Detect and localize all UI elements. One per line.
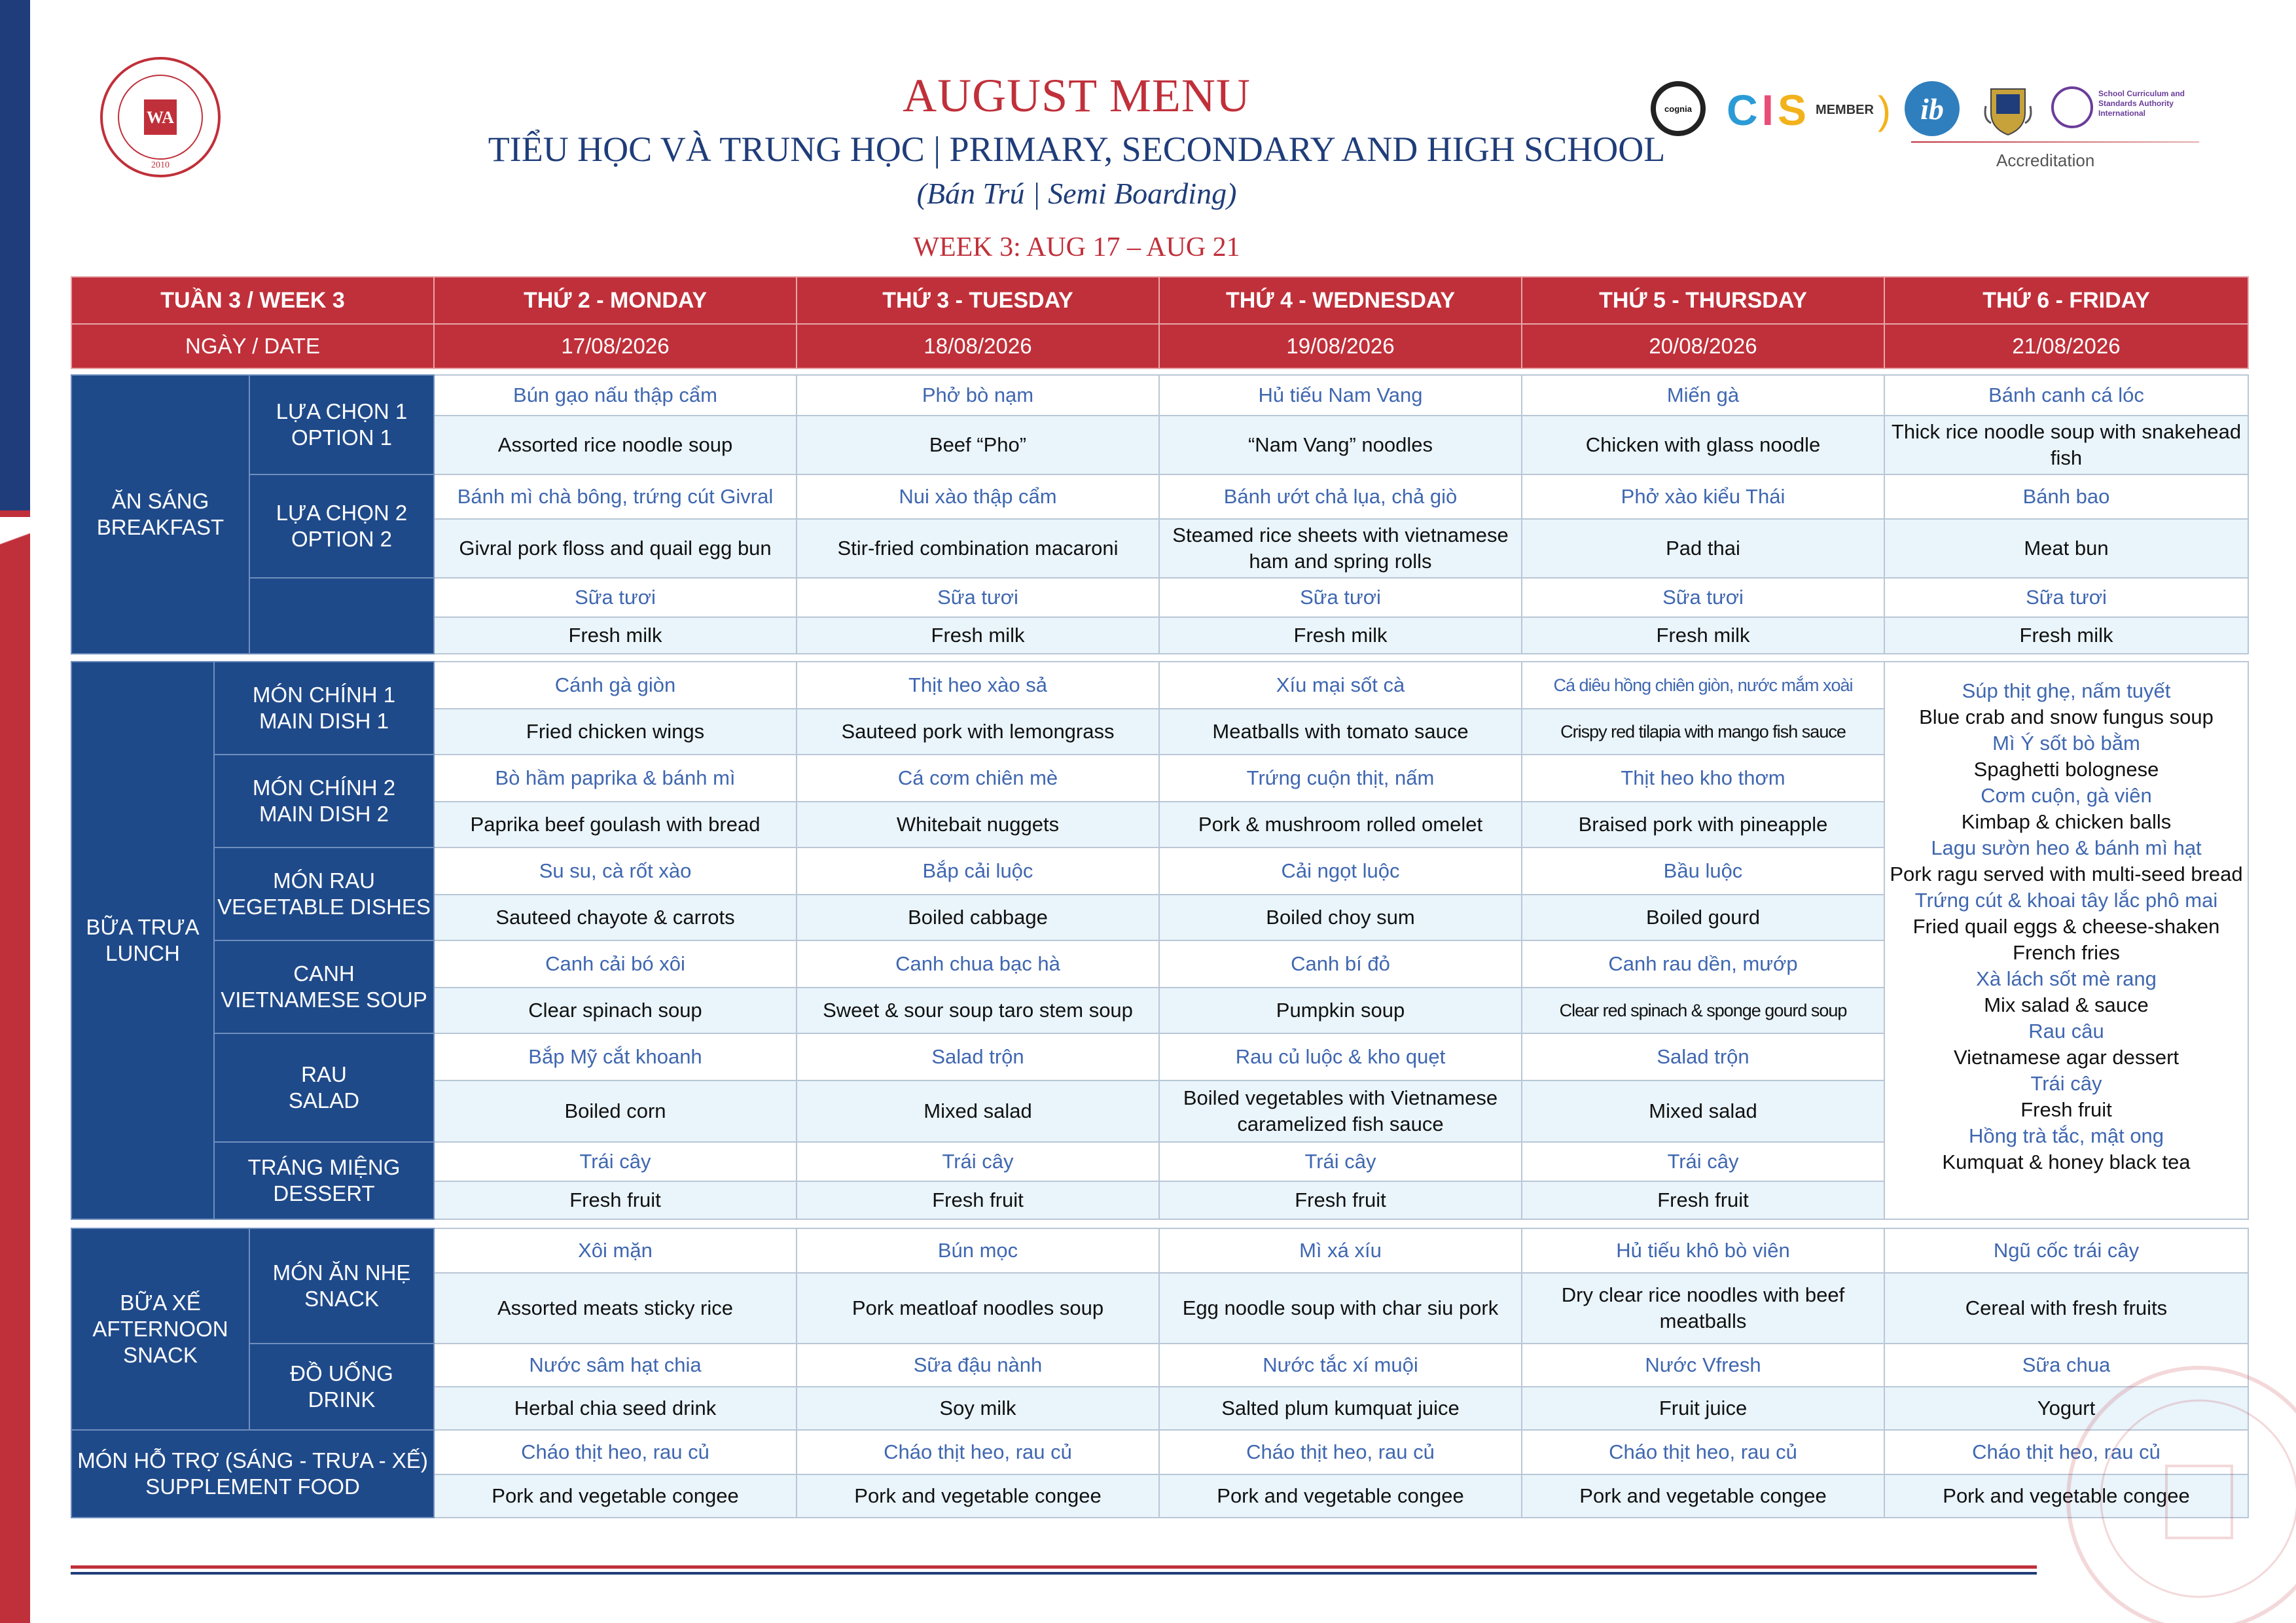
breakfast-label: ĂN SÁNG BREAKFAST (71, 375, 249, 654)
supplement-vn-thu: Cháo thịt heo, rau củ (1522, 1430, 1884, 1474)
stripe-blue (0, 0, 30, 510)
drink-en-thu: Fruit juice (1522, 1387, 1884, 1430)
breakfast-milk-vn-thu: Sữa tươi (1522, 578, 1884, 617)
lunch-main2-vn-wed: Trứng cuộn thịt, nấm (1159, 755, 1522, 802)
lunch-soup-en-wed: Pumpkin soup (1159, 988, 1522, 1033)
drink-en-mon: Herbal chia seed drink (434, 1387, 797, 1430)
seal-year: 2010 (151, 160, 170, 170)
drink-vn-mon: Nước sâm hạt chia (434, 1344, 797, 1387)
snack-vn-wed: Mì xá xíu (1159, 1228, 1522, 1273)
friday-item-3-vn: Cơm cuộn, gà viên (1981, 784, 2152, 807)
friday-item-1-en: Blue crab and snow fungus soup (1919, 705, 2214, 728)
ib-logo: ib (1905, 81, 1960, 136)
date-monday: 17/08/2026 (434, 324, 797, 368)
breakfast-opt2-en-thu: Pad thai (1522, 519, 1884, 578)
lunch-soup-vn-wed: Canh bí đỏ (1159, 940, 1522, 988)
lunch-veg-en-tue: Boiled cabbage (797, 895, 1159, 940)
snack-vn-fri: Ngũ cốc trái cây (1884, 1228, 2248, 1273)
seal-monogram: WA (147, 108, 174, 127)
day-header-tuesday: THỨ 3 - TUESDAY (797, 277, 1159, 324)
friday-item-6-en: Mix salad & sauce (1984, 993, 2149, 1016)
lunch-main1-vn-wed: Xíu mại sốt cà (1159, 662, 1522, 709)
lunch-veg-en-wed: Boiled choy sum (1159, 895, 1522, 940)
lunch-dessert-en-thu: Fresh fruit (1522, 1181, 1884, 1219)
breakfast-milk-en-thu: Fresh milk (1522, 617, 1884, 654)
accreditation-label: Accreditation (1996, 151, 2095, 170)
stripe-red (0, 510, 30, 1623)
lunch-dessert-en-wed: Fresh fruit (1159, 1181, 1522, 1219)
drink-vn-thu: Nước Vfresh (1522, 1344, 1884, 1387)
friday-item-9-vn: Hồng trà tắc, mật ong (1968, 1124, 2164, 1147)
breakfast-opt2-vn-thu: Phở xào kiểu Thái (1522, 474, 1884, 519)
lunch-main1-en-thu: Crispy red tilapia with mango fish sauce (1522, 709, 1884, 755)
week-range: WEEK 3: AUG 17 – AUG 21 (913, 232, 1240, 262)
friday-item-9-en: Kumquat & honey black tea (1942, 1150, 2191, 1173)
page-header (458, 65, 1695, 267)
lunch-soup-label: CANH VIETNAMESE SOUP (214, 940, 434, 1033)
lunch-salad-vn-tue: Salad trộn (797, 1033, 1159, 1080)
school-seal-logo (98, 55, 223, 179)
lunch-main2-vn-mon: Bò hầm paprika & bánh mì (434, 755, 797, 802)
supplement-vn-tue: Cháo thịt heo, rau củ (797, 1430, 1159, 1474)
snack-label: BỮA XẾ AFTERNOON SNACK (71, 1228, 249, 1430)
supplement-en-tue: Pork and vegetable congee (797, 1474, 1159, 1518)
friday-item-4-en: Pork ragu served with multi-seed bread (1890, 863, 2243, 885)
lunch-veg-vn-mon: Su su, cà rốt xào (434, 847, 797, 895)
cognia-logo: cognia (1651, 81, 1706, 136)
snack-en-mon: Assorted meats sticky rice (434, 1273, 797, 1344)
friday-item-1-vn: Súp thịt ghẹ, nấm tuyết (1962, 679, 2171, 702)
friday-item-5-vn: Trứng cút & khoai tây lắc phô mai (1914, 889, 2218, 912)
footer-rule-red (71, 1565, 2037, 1569)
date-friday: 21/08/2026 (1884, 324, 2248, 368)
lunch-main2-vn-tue: Cá cơm chiên mè (797, 755, 1159, 802)
lunch-main1-vn-tue: Thịt heo xào sả (797, 662, 1159, 709)
supplement-en-fri: Pork and vegetable congee (1884, 1474, 2248, 1518)
supplement-label: MÓN HỖ TRỢ (SÁNG - TRƯA - XẾ) SUPPLEMENT FOOD (71, 1430, 434, 1518)
page-title: AUGUST MENU (903, 69, 1251, 122)
lunch-friday-menu (1884, 662, 2248, 1219)
lunch-salad-vn-thu: Salad trộn (1522, 1033, 1884, 1080)
supplement-vn-mon: Cháo thịt heo, rau củ (434, 1430, 797, 1474)
lunch-soup-en-mon: Clear spinach soup (434, 988, 797, 1033)
lunch-dessert-en-tue: Fresh fruit (797, 1181, 1159, 1219)
breakfast-opt1-vn-thu: Miến gà (1522, 375, 1884, 416)
breakfast-milk-en-wed: Fresh milk (1159, 617, 1522, 654)
breakfast-opt1-en-tue: Beef “Pho” (797, 416, 1159, 474)
snack-en-fri: Cereal with fresh fruits (1884, 1273, 2248, 1344)
lunch-veg-en-thu: Boiled gourd (1522, 895, 1884, 940)
drink-en-wed: Salted plum kumquat juice (1159, 1387, 1522, 1430)
snack-item-label: MÓN ĂN NHẸ SNACK (249, 1228, 434, 1344)
lunch-main1-label: MÓN CHÍNH 1 MAIN DISH 1 (214, 662, 434, 755)
lunch-main2-label: MÓN CHÍNH 2 MAIN DISH 2 (214, 755, 434, 847)
lunch-salad-vn-mon: Bắp Mỹ cắt khoanh (434, 1033, 797, 1080)
date-tuesday: 18/08/2026 (797, 324, 1159, 368)
cis-member-logo: C I S MEMBER ) (1727, 86, 1891, 134)
breakfast-opt1-en-mon: Assorted rice noodle soup (434, 416, 797, 474)
breakfast-opt2-en-tue: Stir-fried combination macaroni (797, 519, 1159, 578)
lunch-soup-vn-thu: Canh rau dền, mướp (1522, 940, 1884, 988)
lunch-soup-en-thu: Clear red spinach & sponge gourd soup (1522, 988, 1884, 1033)
lunch-dessert-vn-mon: Trái cây (434, 1142, 797, 1181)
date-label: NGÀY / DATE (71, 324, 434, 368)
snack-en-thu: Dry clear rice noodles with beef meatballs (1522, 1273, 1884, 1344)
breakfast-milk-vn-tue: Sữa tươi (797, 578, 1159, 617)
breakfast-milk-vn-wed: Sữa tươi (1159, 578, 1522, 617)
drink-label: ĐỒ UỐNG DRINK (249, 1344, 434, 1430)
lunch-salad-en-thu: Mixed salad (1522, 1080, 1884, 1142)
lunch-main1-en-mon: Fried chicken wings (434, 709, 797, 755)
supplement-en-wed: Pork and vegetable congee (1159, 1474, 1522, 1518)
lunch-main2-en-wed: Pork & mushroom rolled omelet (1159, 802, 1522, 847)
breakfast-milk-en-mon: Fresh milk (434, 617, 797, 654)
breakfast-option2-label: LỰA CHỌN 2 OPTION 2 (249, 474, 434, 578)
breakfast-opt1-vn-mon: Bún gạo nấu thập cẩm (434, 375, 797, 416)
western-australia-crest-icon (1981, 80, 2036, 140)
breakfast-opt2-vn-wed: Bánh ướt chả lụa, chả giò (1159, 474, 1522, 519)
friday-item-2-vn: Mì Ý sốt bò bằm (1992, 732, 2140, 755)
lunch-main2-en-mon: Paprika beef goulash with bread (434, 802, 797, 847)
lunch-salad-en-wed: Boiled vegetables with Vietnamese caramelized fish sauce (1159, 1080, 1522, 1142)
lunch-dessert-label: TRÁNG MIỆNG DESSERT (214, 1142, 434, 1219)
friday-item-6-vn: Xà lách sốt mè rang (1976, 967, 2157, 990)
lunch-soup-vn-mon: Canh cải bó xôi (434, 940, 797, 988)
breakfast-opt1-vn-wed: Hủ tiếu Nam Vang (1159, 375, 1522, 416)
drink-en-tue: Soy milk (797, 1387, 1159, 1430)
breakfast-opt1-vn-tue: Phở bò nạm (797, 375, 1159, 416)
supplement-en-mon: Pork and vegetable congee (434, 1474, 797, 1518)
lunch-veg-vn-tue: Bắp cải luộc (797, 847, 1159, 895)
drink-vn-wed: Nước tắc xí muội (1159, 1344, 1522, 1387)
snack-en-tue: Pork meatloaf noodles soup (797, 1273, 1159, 1344)
lunch-veg-vn-wed: Cải ngọt luộc (1159, 847, 1522, 895)
date-thursday: 20/08/2026 (1522, 324, 1884, 368)
friday-item-7-en: Vietnamese agar dessert (1953, 1046, 2179, 1069)
lunch-vegetable-label: MÓN RAU VEGETABLE DISHES (214, 847, 434, 940)
lunch-soup-en-tue: Sweet & sour soup taro stem soup (797, 988, 1159, 1033)
left-stripe (0, 0, 30, 1623)
snack-vn-tue: Bún mọc (797, 1228, 1159, 1273)
lunch-salad-en-mon: Boiled corn (434, 1080, 797, 1142)
drink-vn-tue: Sữa đậu nành (797, 1344, 1159, 1387)
supplement-vn-fri: Cháo thịt heo, rau củ (1884, 1430, 2248, 1474)
lunch-veg-en-mon: Sauteed chayote & carrots (434, 895, 797, 940)
breakfast-opt2-vn-mon: Bánh mì chà bông, trứng cút Givral (434, 474, 797, 519)
snack-vn-thu: Hủ tiếu khô bò viên (1522, 1228, 1884, 1273)
lunch-main1-en-tue: Sauteed pork with lemongrass (797, 709, 1159, 755)
friday-item-5-en: Fried quail eggs & cheese-shaken French fries (1912, 915, 2220, 964)
seal-watermark (2062, 1361, 2296, 1623)
friday-item-2-en: Spaghetti bolognese (1973, 758, 2159, 781)
week-label: TUẦN 3 / WEEK 3 (71, 277, 434, 324)
lunch-label: BỮA TRƯA LUNCH (71, 662, 214, 1219)
friday-item-7-vn: Rau câu (2028, 1020, 2104, 1043)
lunch-main1-vn-thu: Cá diêu hồng chiên giòn, nước mắm xoài (1522, 662, 1884, 709)
breakfast-opt2-en-wed: Steamed rice sheets with vietnamese ham and spring rolls (1159, 519, 1522, 578)
friday-item-8-en: Fresh fruit (2020, 1098, 2112, 1121)
breakfast-opt2-en-fri: Meat bun (1884, 519, 2248, 578)
lunch-dessert-vn-wed: Trái cây (1159, 1142, 1522, 1181)
drink-en-fri: Yogurt (1884, 1387, 2248, 1430)
lunch-dessert-en-mon: Fresh fruit (434, 1181, 797, 1219)
lunch-salad-en-tue: Mixed salad (797, 1080, 1159, 1142)
lunch-main2-en-thu: Braised pork with pineapple (1522, 802, 1884, 847)
breakfast-table (71, 374, 2249, 654)
breakfast-milk-en-tue: Fresh milk (797, 617, 1159, 654)
lunch-veg-vn-thu: Bầu luộc (1522, 847, 1884, 895)
lunch-soup-vn-tue: Canh chua bạc hà (797, 940, 1159, 988)
day-header-friday: THỨ 6 - FRIDAY (1884, 277, 2248, 324)
lunch-salad-vn-wed: Rau củ luộc & kho quẹt (1159, 1033, 1522, 1080)
footer-rule-blue (71, 1572, 2037, 1575)
friday-item-8-vn: Trái cây (2030, 1072, 2102, 1095)
lunch-main1-vn-mon: Cánh gà giòn (434, 662, 797, 709)
day-header-thursday: THỨ 5 - THURSDAY (1522, 277, 1884, 324)
breakfast-opt1-en-fri: Thick rice noodle soup with snakehead fish (1884, 416, 2248, 474)
lunch-dessert-vn-thu: Trái cây (1522, 1142, 1884, 1181)
breakfast-milk-label (249, 578, 434, 654)
lunch-dessert-vn-tue: Trái cây (797, 1142, 1159, 1181)
lunch-main1-en-wed: Meatballs with tomato sauce (1159, 709, 1522, 755)
menu-header-table (71, 276, 2249, 369)
day-header-wednesday: THỨ 4 - WEDNESDAY (1159, 277, 1522, 324)
day-header-monday: THỨ 2 - MONDAY (434, 277, 797, 324)
friday-item-3-en: Kimbap & chicken balls (1961, 810, 2172, 833)
footer-rule (71, 1565, 2037, 1575)
accreditation-divider (1911, 141, 2199, 143)
breakfast-opt1-en-wed: “Nam Vang” noodles (1159, 416, 1522, 474)
lunch-main2-en-tue: Whitebait nuggets (797, 802, 1159, 847)
breakfast-milk-vn-fri: Sữa tươi (1884, 578, 2248, 617)
drink-vn-fri: Sữa chua (1884, 1344, 2248, 1387)
lunch-salad-label: RAU SALAD (214, 1033, 434, 1142)
date-wednesday: 19/08/2026 (1159, 324, 1522, 368)
scsa-logo: School Curriculum and Standards Authority International (2051, 84, 2206, 130)
snack-table (71, 1228, 2249, 1518)
page-subtitle-boarding: (Bán Trú | Semi Boarding) (916, 177, 1237, 210)
lunch-main2-vn-thu: Thịt heo kho thơm (1522, 755, 1884, 802)
stripe-diagonal (0, 517, 30, 569)
breakfast-milk-vn-mon: Sữa tươi (434, 578, 797, 617)
lunch-table (71, 661, 2249, 1220)
accreditation-logos (1643, 77, 2206, 182)
breakfast-option1-label: LỰA CHỌN 1 OPTION 1 (249, 375, 434, 474)
breakfast-opt2-en-mon: Givral pork floss and quail egg bun (434, 519, 797, 578)
breakfast-opt1-vn-fri: Bánh canh cá lóc (1884, 375, 2248, 416)
supplement-en-thu: Pork and vegetable congee (1522, 1474, 1884, 1518)
snack-en-wed: Egg noodle soup with char siu pork (1159, 1273, 1522, 1344)
breakfast-opt2-vn-fri: Bánh bao (1884, 474, 2248, 519)
breakfast-opt1-en-thu: Chicken with glass noodle (1522, 416, 1884, 474)
breakfast-milk-en-fri: Fresh milk (1884, 617, 2248, 654)
friday-item-4-vn: Lagu sườn heo & bánh mì hạt (1931, 836, 2202, 859)
breakfast-opt2-vn-tue: Nui xào thập cẩm (797, 474, 1159, 519)
page-subtitle: TIỂU HỌC VÀ TRUNG HỌC | PRIMARY, SECONDARY AND HIGH SCHOOL (488, 130, 1666, 169)
supplement-vn-wed: Cháo thịt heo, rau củ (1159, 1430, 1522, 1474)
snack-vn-mon: Xôi mặn (434, 1228, 797, 1273)
